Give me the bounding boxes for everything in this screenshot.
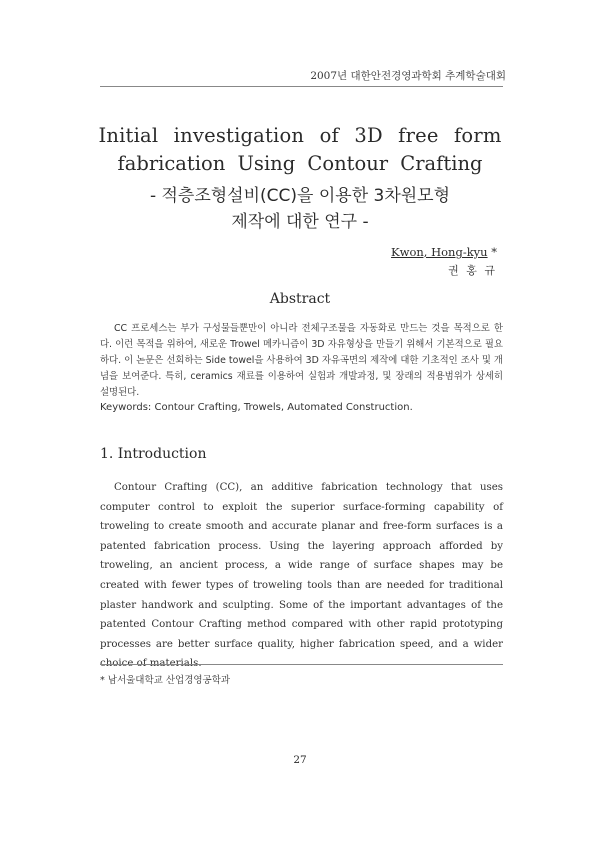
author-korean: 권 홍 규 xyxy=(448,264,497,277)
footnote-rule xyxy=(100,664,503,665)
abstract-heading: Abstract xyxy=(269,291,331,307)
affiliation-footnote: * 남서울대학교 산업경영공학과 xyxy=(100,675,231,686)
title-line-2: fabrication Using Contour Crafting xyxy=(117,152,483,175)
title-korean-line-2: 제작에 대한 연구 - xyxy=(231,212,369,232)
keywords: Keywords: Contour Crafting, Trowels, Automated Construction. xyxy=(100,402,413,413)
abstract-body: CC 프로세스는 부가 구성물들뿐만이 아니라 전체구조물을 자동화로 만드는 것을 목적으로 한다. 이런 목적을 위하여, 새로운 Trowel 메카니즘이 3D 자유형상을 만들기 위해서 기본적으로 필요하다. 이 논문은 선회하는 Side towel을 사용하여 3D 자유곡면의 제작에 대한 기초적인 조사 및 개념을 보여준다. 특히, ceramics 재료를 이용하여 실험과 개발과정, 및 장래의 적용범위가 상세히 설명된다. xyxy=(100,323,503,398)
author-footnote-marker: * xyxy=(491,245,497,259)
title-korean-line-1: - 적층조형설비(CC)을 이용한 3차원모형 xyxy=(149,186,451,206)
author-name: Kwon, Hong-kyu xyxy=(391,245,488,259)
conference-header: 2007년 대한안전경영과학회 추계학술대회 xyxy=(310,70,506,82)
author-english xyxy=(391,245,497,259)
title-line-1: Initial investigation of 3D free form xyxy=(98,124,502,147)
page-number: 27 xyxy=(293,754,307,766)
section-heading-introduction: 1. Introduction xyxy=(100,446,207,462)
introduction-paragraph: Contour Crafting (CC), an additive fabrication technology that uses computer control to exploit the superior surface-forming capability of troweling to create smooth and accurate planar and free-form surfaces is a patented fabrication process. Using the layering approach afforded by troweling, an ancient process, a wide range of surface shapes may be created with fewer types of troweling tools than are needed for traditional plaster handwork and sculpting. Some of the important advantages of the patented Contour Crafting method compared with other rapid prototyping processes are better surface quality, higher fabrication speed, and a wider choice of materials. xyxy=(100,482,503,670)
header-rule xyxy=(100,86,503,87)
